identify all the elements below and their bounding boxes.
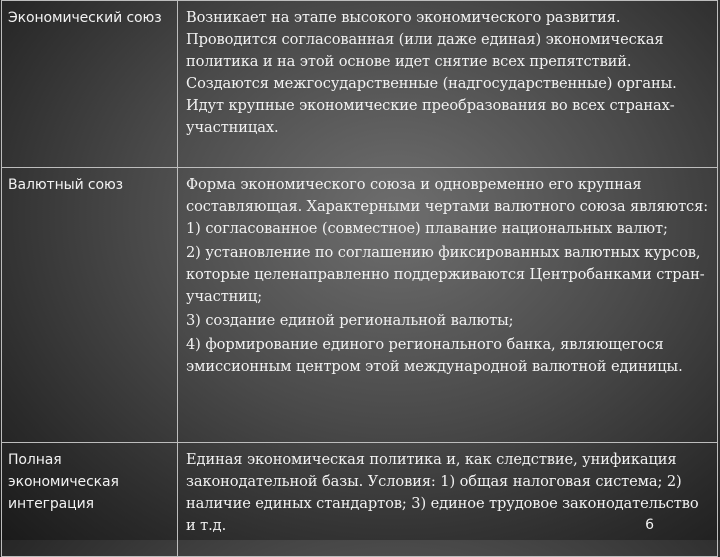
description-paragraph: 3) создание единой региональной валюты; (186, 312, 514, 329)
table-row (2, 1, 718, 168)
table-row (2, 443, 718, 557)
description-paragraph: Единая экономическая политика и, как следствие, унификация законодательной базы. Условия: 1) общая налоговая система; 2) наличие единых стандартов; 3) единое трудовое законодательство и т.д. (186, 451, 699, 534)
description-cell (178, 168, 718, 443)
term-cell: Валютный союз (2, 168, 178, 443)
description-paragraph: Форма экономического союза и одновременно его крупная составляющая. Характерными чертами валютного союза являются: 1) согласованное (совместное) плавание национальных валют; (186, 176, 709, 237)
term-cell: Экономический союз (2, 1, 178, 168)
description-cell (178, 443, 718, 557)
description-cell (178, 1, 718, 168)
description-paragraph: 4) формирование единого регионального банка, являющегося эмиссионным центром этой международной валютной единицы. (186, 336, 683, 375)
description-paragraph: Возникает на этапе высокого экономического развития. Проводится согласованная (или даже единая) экономическая политика и на этой основе идет снятие всех препятствий. Создаются межгосударственные (надгосударственные) органы. Идут крупные экономические преобразования во всех странах-участницах. (186, 9, 677, 136)
term-cell: Полная экономическая интеграция (2, 443, 178, 557)
page-number: 6 (645, 517, 654, 533)
table-row (2, 168, 718, 443)
integration-forms-table (1, 0, 718, 557)
description-paragraph: 2) установление по соглашению фиксированных валютных курсов, которые целенаправленно поддерживаются Центробанками стран-участниц; (186, 244, 705, 305)
